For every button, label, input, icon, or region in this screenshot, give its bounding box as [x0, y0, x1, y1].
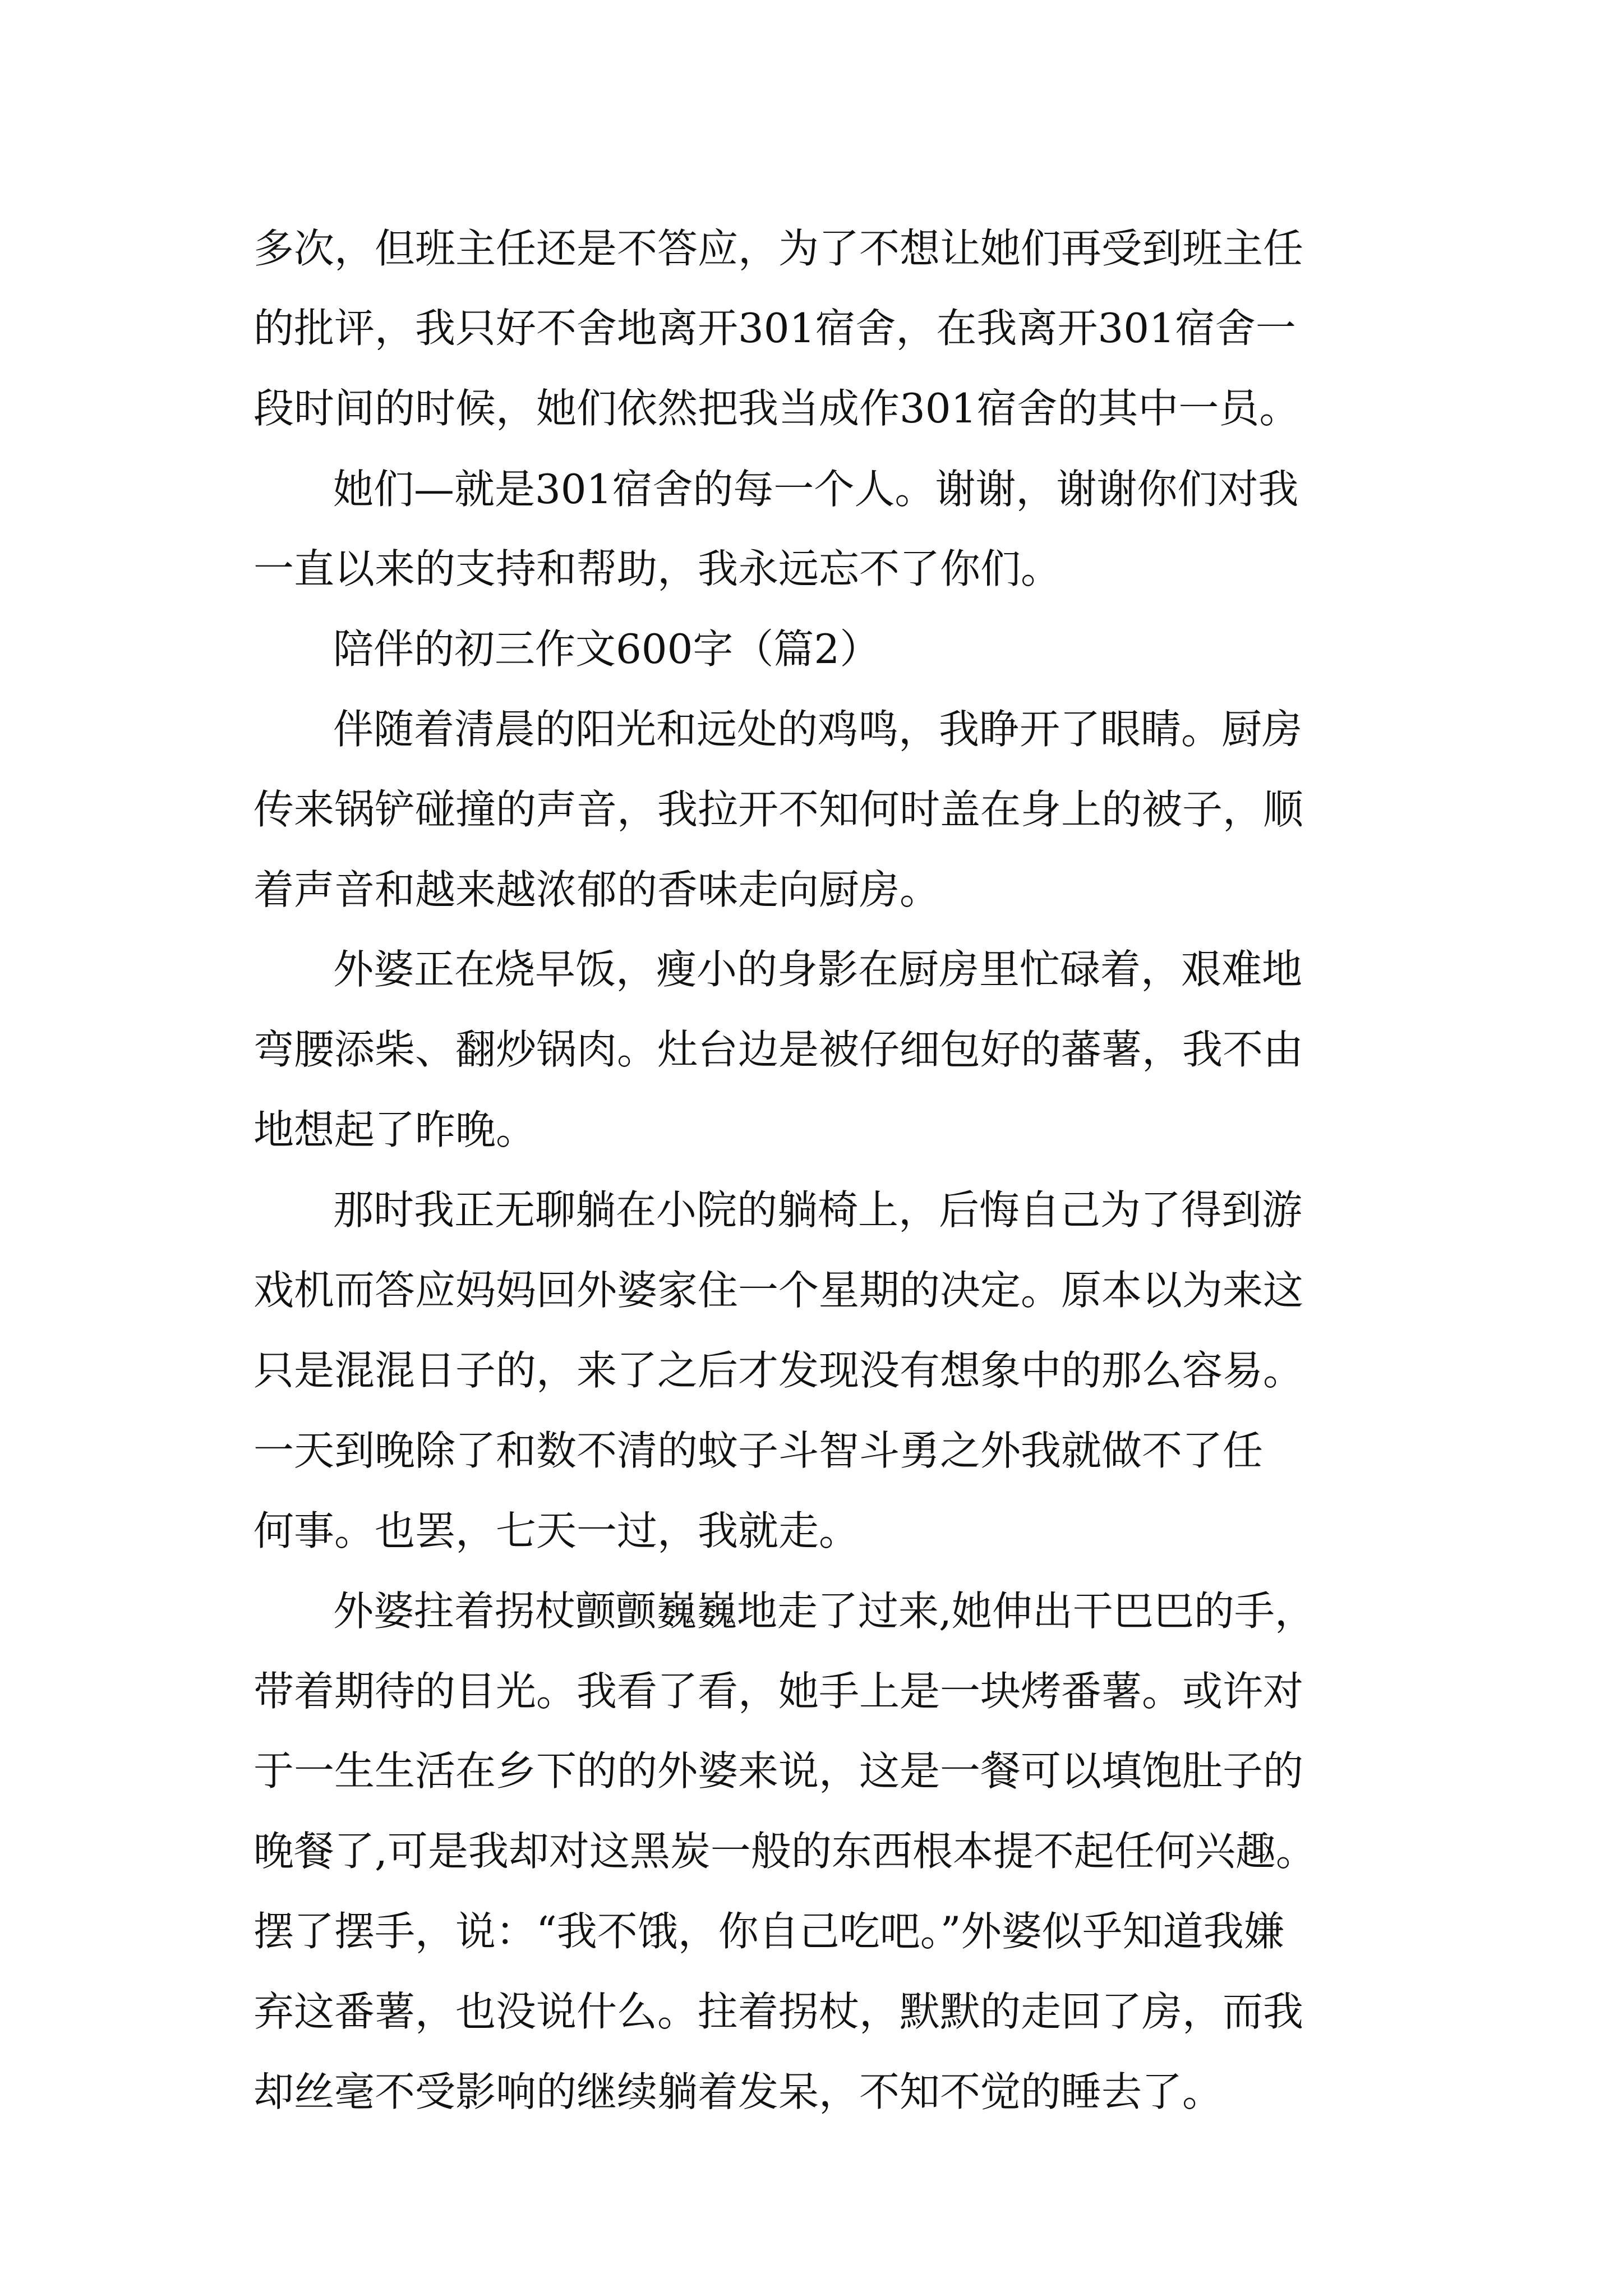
paragraph-first-line: 那时我正无聊躺在小院的躺椅上，后悔自己为了得到游 — [333, 1186, 1303, 1234]
text-line: 一天到晚除了和数不清的蚊子斗智斗勇之外我就做不了任 — [253, 1427, 1264, 1474]
text-line: 晚餐了,可是我却对这黑炭一般的东西根本提不起任何兴趣。 — [253, 1828, 1316, 1875]
text-line: 地想起了昨晚。 — [253, 1106, 537, 1153]
paragraph-first-line: 外婆正在烧早饭，瘦小的身影在厨房里忙碌着，艰难地 — [333, 946, 1303, 993]
text-line: 却丝毫不受影响的继续躺着发呆，不知不觉的睡去了。 — [253, 2068, 1223, 2115]
text-line: 多次，但班主任还是不答应，为了不想让她们再受到班主任 — [253, 225, 1304, 272]
text-line: 传来锅铲碰撞的声音，我拉开不知何时盖在身上的被子，顺 — [253, 786, 1304, 833]
text-line: 一直以来的支持和帮助，我永远忘不了你们。 — [253, 545, 1062, 592]
text-line: 摆了摆手，说：“我不饿，你自己吃吧。”外婆似乎知道我嫌 — [253, 1908, 1284, 1955]
text-line: 着声音和越来越浓郁的香味走向厨房。 — [253, 866, 940, 913]
section-heading: 陪伴的初三作文600字（篇2） — [333, 625, 880, 673]
text-line: 弯腰添柴、翻炒锅肉。灶台边是被仔细包好的蕃薯，我不由 — [253, 1026, 1304, 1073]
text-line: 戏机而答应妈妈回外婆家住一个星期的决定。原本以为来这 — [253, 1267, 1304, 1314]
text-line: 的批评，我只好不舍地离开301宿舍，在我离开301宿舍一 — [253, 305, 1296, 352]
text-line: 何事。也罢，七天一过，我就走。 — [253, 1507, 860, 1554]
paragraph-first-line: 她们—就是301宿舍的每一个人。谢谢，谢谢你们对我 — [333, 466, 1299, 513]
text-line: 带着期待的目光。我看了看，她手上是一块烤番薯。或许对 — [253, 1668, 1304, 1715]
text-line: 于一生生活在乡下的的外婆来说，这是一餐可以填饱肚子的 — [253, 1747, 1304, 1795]
paragraph-first-line: 外婆拄着拐杖颤颤巍巍地走了过来,她伸出干巴巴的手， — [333, 1588, 1315, 1635]
text-line: 段时间的时候，她们依然把我当成作301宿舍的其中一员。 — [253, 385, 1300, 432]
paragraph-first-line: 伴随着清晨的阳光和远处的鸡鸣，我睁开了眼睛。厨房 — [333, 706, 1303, 753]
text-line: 只是混混日子的，来了之后才发现没有想象中的那么容易。 — [253, 1347, 1304, 1394]
text-line: 弃这番薯，也没说什么。拄着拐杖，默默的走回了房，而我 — [253, 1988, 1304, 2035]
